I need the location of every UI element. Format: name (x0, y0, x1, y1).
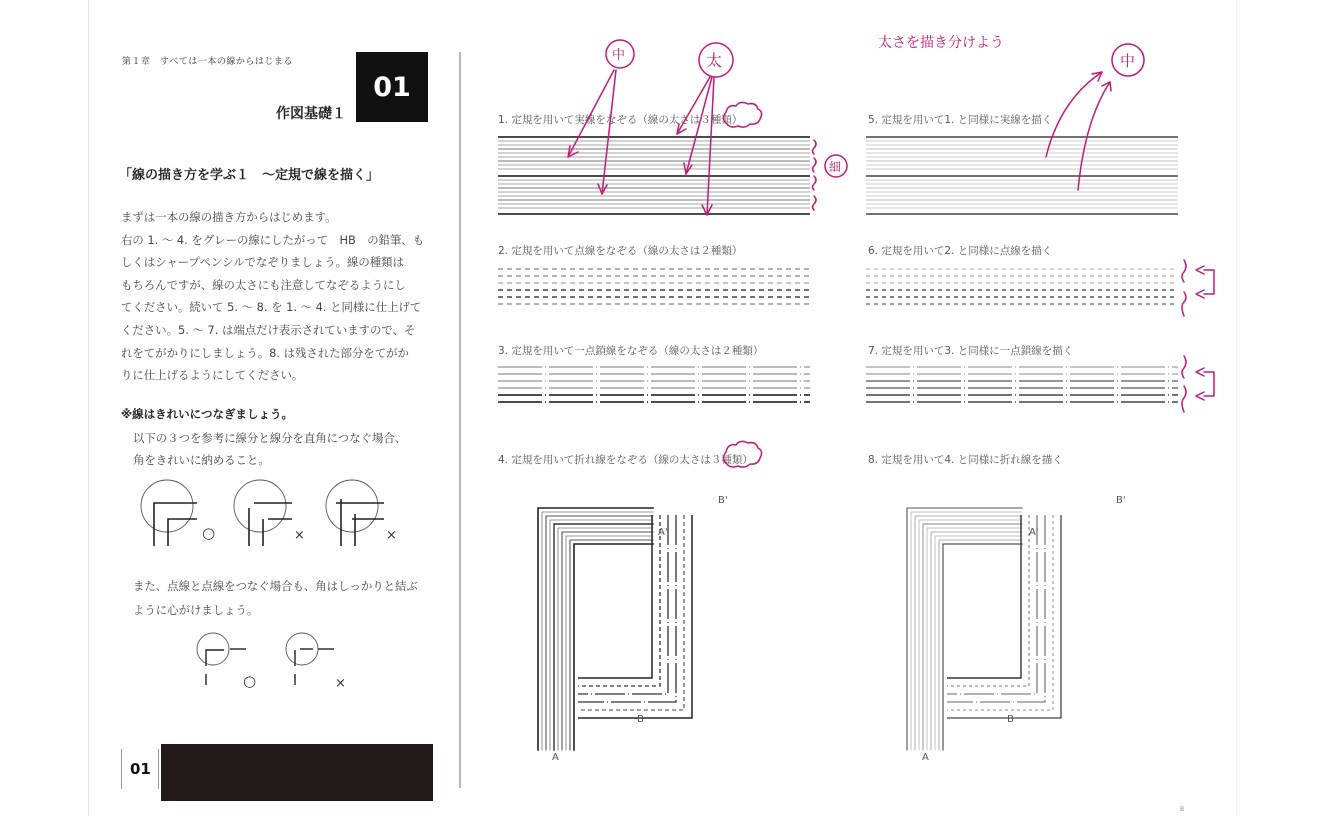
page-mark: B (1180, 806, 1185, 813)
exercise-3-label: 3. 定規を用いて一点鎖線をなぞる（線の太さは２種類） (498, 345, 764, 357)
label-b-8: B (1007, 714, 1014, 725)
label-a-prime-8: A' (1029, 527, 1039, 538)
exercise-7-label: 7. 定規を用いて3. と同様に一点鎖線を描く (868, 345, 1074, 357)
label-a: A (552, 752, 559, 763)
bad-mark-1: × (294, 528, 305, 543)
label-b: B (637, 714, 644, 725)
section-subtitle: 作図基礎１ (276, 106, 346, 122)
intro-line: もちろんですが、線の太さにも注意してなぞるようにし (121, 277, 406, 292)
bad-mark-dotted: × (335, 676, 346, 691)
exercise-1-label: 1. 定規を用いて実線をなぞる（線の太さは３種類） (498, 114, 743, 126)
annotation-thin: 細 (829, 160, 842, 174)
note-line: 以下の３つを参考に線分と線分を直角につなぐ場合、 (133, 431, 407, 445)
label-b-prime-8: B' (1116, 495, 1126, 506)
intro-line: 右の 1. ～ 4. をグレーの線にしたがって HB の鉛筆、も (121, 232, 425, 247)
lesson-heading: 「線の描き方を学ぶ１ ～定規で線を描く」 (119, 168, 380, 183)
exercise-6-label: 6. 定規を用いて2. と同様に点線を描く (868, 245, 1053, 257)
intro-line: れをてがかりにしましょう。8. は残された部分をてがか (121, 345, 409, 360)
good-mark-dotted: ○ (243, 672, 257, 690)
chapter-label: 第１章 すべては一本の線からはじまる (122, 57, 293, 67)
exercise-4-label: 4. 定規を用いて折れ線をなぞる（線の太さは３種類） (498, 454, 753, 466)
annotation-title: 太さを描き分けよう (878, 35, 1004, 51)
annotation-medium-2: 中 (1120, 52, 1136, 70)
annotation-medium-1: 中 (612, 48, 626, 63)
intro-line: ください。5. ～ 7. は端点だけ表示されていますので、そ (121, 322, 416, 337)
section-number-badge: 01 (356, 52, 428, 122)
exercise-5-label: 5. 定規を用いて1. と同様に実線を描く (868, 114, 1053, 126)
intro-line: しくはシャープペンシルでなぞりましょう。線の種類は (121, 255, 404, 270)
note2-line: ように心がけましょう。 (133, 603, 259, 617)
annotation-thick: 太 (706, 51, 723, 70)
exercise-8-label: 8. 定規を用いて4. と同様に折れ線を描く (868, 454, 1063, 466)
label-a-8: A (922, 752, 929, 763)
label-a-prime: A' (658, 527, 668, 538)
intro-line: りに仕上げるようにしてください。 (121, 368, 304, 383)
good-mark-1: ○ (202, 524, 216, 542)
note-title: ※線はきれいにつなぎましょう。 (121, 407, 293, 421)
exercise-2-label: 2. 定規を用いて点線をなぞる（線の太さは２種類） (498, 245, 743, 257)
label-b-prime: B' (718, 495, 728, 506)
footer-page-number: 01 (130, 760, 151, 778)
intro-line: てください。続いて 5. ～ 8. を 1. ～ 4. と同様に仕上げて (121, 300, 422, 315)
intro-line: まずは一本の線の描き方からはじめます。 (121, 210, 337, 224)
note-line: 角をきれいに納めること。 (133, 453, 270, 467)
note2-line: また、点線と点線をつなぐ場合も、角はしっかりと結ぶ (133, 579, 418, 593)
bad-mark-2: × (386, 528, 397, 543)
